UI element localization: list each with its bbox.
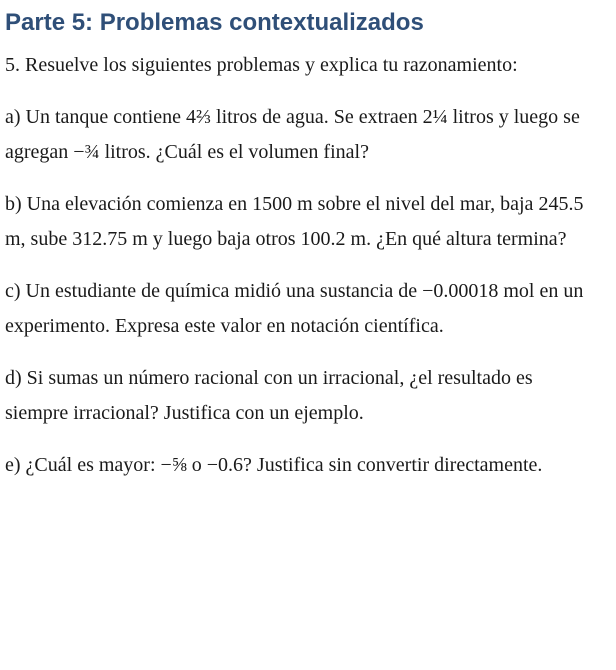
spacer [5, 83, 596, 100]
problem-b: b) Una elevación comienza en 1500 m sobre el nivel del mar, baja 245.5 m, sube 312.75 m y luego baja otros 100.2 m. ¿En qué altura termina? [5, 193, 584, 250]
problem-a: a) Un tanque contiene 4⅔ litros de agua. Se extraen 2¼ litros y luego se agregan −¾ litros. ¿Cuál es el volumen final? [5, 106, 580, 163]
spacer [5, 170, 596, 187]
instruction-text: 5. Resuelve los siguientes problemas y explica tu razonamiento: [5, 54, 518, 76]
spacer [5, 344, 596, 361]
spacer [5, 257, 596, 274]
section-title: Parte 5: Problemas contextualizados [5, 9, 424, 36]
spacer [5, 431, 596, 448]
problem-e: e) ¿Cuál es mayor: −⅝ o −0.6? Justifica sin convertir directamente. [5, 454, 543, 476]
problem-c: c) Un estudiante de química midió una sustancia de −0.00018 mol en un experimento. Expresa este valor en notación científica. [5, 280, 584, 337]
problem-d: d) Si sumas un número racional con un irracional, ¿el resultado es siempre irracional? Justifica con un ejemplo. [5, 367, 533, 424]
